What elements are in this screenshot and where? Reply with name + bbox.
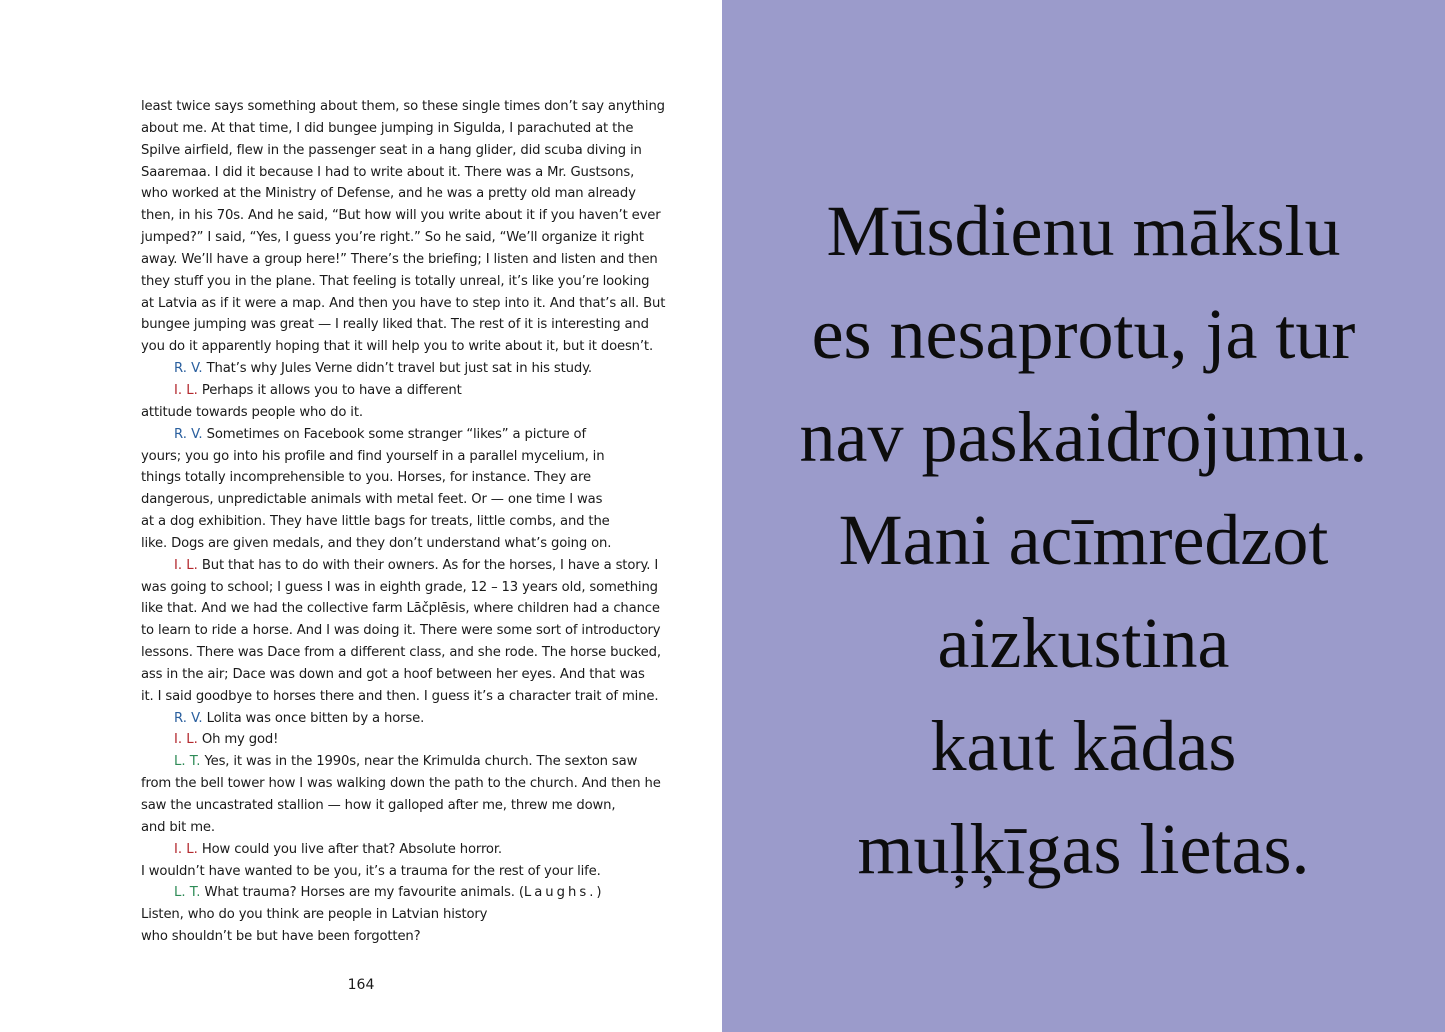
line-text: was going to school; I guess I was in eighth grade, 12 – 13 years old, something <box>141 579 658 595</box>
line-text: attitude towards people who do it. <box>141 404 363 420</box>
line-text: like. Dogs are given medals, and they don’t understand what’s going on. <box>141 535 612 551</box>
line-text: you do it apparently hoping that it will help you to write about it, but it doesn’t. <box>141 339 653 355</box>
text-line <box>141 249 671 271</box>
line-text: bungee jumping was great — I really liked that. The rest of it is interesting and <box>141 317 649 333</box>
text-line <box>141 533 671 555</box>
text-line <box>141 620 671 642</box>
left-page <box>0 0 722 1032</box>
line-text: who shouldn’t be but have been forgotten? <box>141 929 421 945</box>
line-text: Spilve airfield, flew in the passenger seat in a hang glider, did scuba diving in <box>141 142 642 158</box>
text-line <box>141 751 671 773</box>
line-text: it. I said goodbye to horses there and then. I guess it’s a character trait of mine. <box>141 688 659 704</box>
text-line <box>141 314 671 336</box>
line-text: from the bell tower how I was walking down the path to the church. And then he <box>141 776 661 792</box>
text-line <box>141 118 671 140</box>
text-line <box>141 467 671 489</box>
line-text: they stuff you in the plane. That feeling is totally unreal, it’s like you’re looking <box>141 273 650 289</box>
quote-line: kaut kādas <box>930 706 1237 786</box>
text-line <box>141 424 671 446</box>
speaker-initials: I. L. <box>174 382 198 398</box>
line-text: then, in his 70s. And he said, “But how will you write about it if you haven’t ever <box>141 208 661 224</box>
speaker-initials: R. V. <box>174 710 203 726</box>
text-line <box>141 729 671 751</box>
text-line <box>141 271 671 293</box>
text-line <box>141 446 671 468</box>
quote-line: nav paskaidrojumu. <box>799 397 1368 477</box>
line-text: at Latvia as if it were a map. And then you have to step into it. And that’s all. But <box>141 295 666 311</box>
text-line <box>141 664 671 686</box>
speaker-initials: I. L. <box>174 732 198 748</box>
text-line <box>141 817 671 839</box>
line-text: about me. At that time, I did bungee jumping in Sigulda, I parachuted at the <box>141 120 634 136</box>
line-text: ass in the air; Dace was down and got a hoof between her eyes. And that was <box>141 666 645 682</box>
line-text: at a dog exhibition. They have little bags for treats, little combs, and the <box>141 514 610 530</box>
quote-line: aizkustina <box>937 603 1230 683</box>
interview-text <box>141 96 671 948</box>
text-line <box>141 162 671 184</box>
text-line <box>141 205 671 227</box>
text-line <box>141 96 671 118</box>
text-line <box>141 511 671 533</box>
text-line <box>141 293 671 315</box>
text-line <box>141 358 671 380</box>
line-text: That’s why Jules Verne didn’t travel but just sat in his study. <box>206 361 592 377</box>
text-line <box>141 926 671 948</box>
speaker-initials: L. T. <box>174 754 201 770</box>
line-text: Oh my god! <box>201 732 279 748</box>
line-text: lessons. There was Dace from a different class, and she rode. The horse bucked, <box>141 645 661 661</box>
text-line <box>141 882 671 904</box>
line-text: Sometimes on Facebook some stranger “likes” a picture of <box>206 426 586 442</box>
speaker-initials: R. V. <box>174 426 203 442</box>
text-line <box>141 773 671 795</box>
line-text: who worked at the Ministry of Defense, and he was a pretty old man already <box>141 186 636 202</box>
text-line <box>141 380 671 402</box>
text-line <box>141 598 671 620</box>
line-text: Saaremaa. I did it because I had to write about it. There was a Mr. Gustsons, <box>141 164 635 180</box>
text-line <box>141 555 671 577</box>
line-text: Lolita was once bitten by a horse. <box>206 710 425 726</box>
text-line <box>141 642 671 664</box>
text-line <box>141 904 671 926</box>
line-text: things totally incomprehensible to you. Horses, for instance. They are <box>141 470 591 486</box>
line-text: But that has to do with their owners. As for the horses, I have a story. I <box>201 557 659 573</box>
line-text: Listen, who do you think are people in Latvian history <box>141 907 488 923</box>
text-line <box>141 686 671 708</box>
text-line <box>141 861 671 883</box>
line-text: least twice says something about them, so these single times don’t say anything <box>141 99 665 114</box>
quote-line: es nesaprotu, ja tur <box>811 294 1356 374</box>
text-line <box>141 227 671 249</box>
line-text: Yes, it was in the 1990s, near the Krimulda church. The sexton saw <box>204 754 638 770</box>
quote-line: Mani acīmredzot <box>838 500 1329 580</box>
text-line <box>141 708 671 730</box>
line-text: I wouldn’t have wanted to be you, it’s a trauma for the rest of your life. <box>141 863 601 879</box>
quote-line: muļķīgas lietas. <box>857 809 1310 889</box>
line-text: away. We’ll have a group here!” There’s the briefing; I listen and listen and then <box>141 251 658 267</box>
text-line <box>141 336 671 358</box>
text-line <box>141 839 671 861</box>
text-line <box>141 140 671 162</box>
text-line <box>141 402 671 424</box>
stage-direction: Laughs. <box>523 885 597 901</box>
text-line <box>141 577 671 599</box>
text-line <box>141 489 671 511</box>
speaker-initials: L. T. <box>174 885 201 901</box>
line-text: like that. And we had the collective farm Lāčplēsis, where children had a chance <box>141 601 660 617</box>
line-text: to learn to ride a horse. And I was doing it. There were some sort of introductory <box>141 623 661 639</box>
line-text: and bit me. <box>141 819 215 835</box>
closing-paren: ) <box>596 885 602 901</box>
line-text: dangerous, unpredictable animals with metal feet. Or — one time I was <box>141 492 603 508</box>
quote-line: Mūsdienu mākslu <box>826 191 1341 271</box>
page-number: 164 <box>347 977 375 993</box>
text-line <box>141 183 671 205</box>
speaker-initials: R. V. <box>174 361 203 377</box>
line-text: saw the uncastrated stallion — how it galloped after me, threw me down, <box>141 798 616 813</box>
line-text: Perhaps it allows you to have a different <box>201 382 462 398</box>
right-page <box>722 0 1445 1032</box>
line-text: yours; you go into his profile and find yourself in a parallel mycelium, in <box>141 448 605 464</box>
line-text: What trauma? Horses are my favourite animals. ( <box>204 885 524 901</box>
speaker-initials: I. L. <box>174 841 198 857</box>
speaker-initials: I. L. <box>174 557 198 573</box>
text-line <box>141 795 671 817</box>
line-text: jumped?” I said, “Yes, I guess you’re right.” So he said, “We’ll organize it right <box>141 230 644 246</box>
line-text: How could you live after that? Absolute horror. <box>201 841 502 857</box>
pull-quote <box>722 180 1445 901</box>
